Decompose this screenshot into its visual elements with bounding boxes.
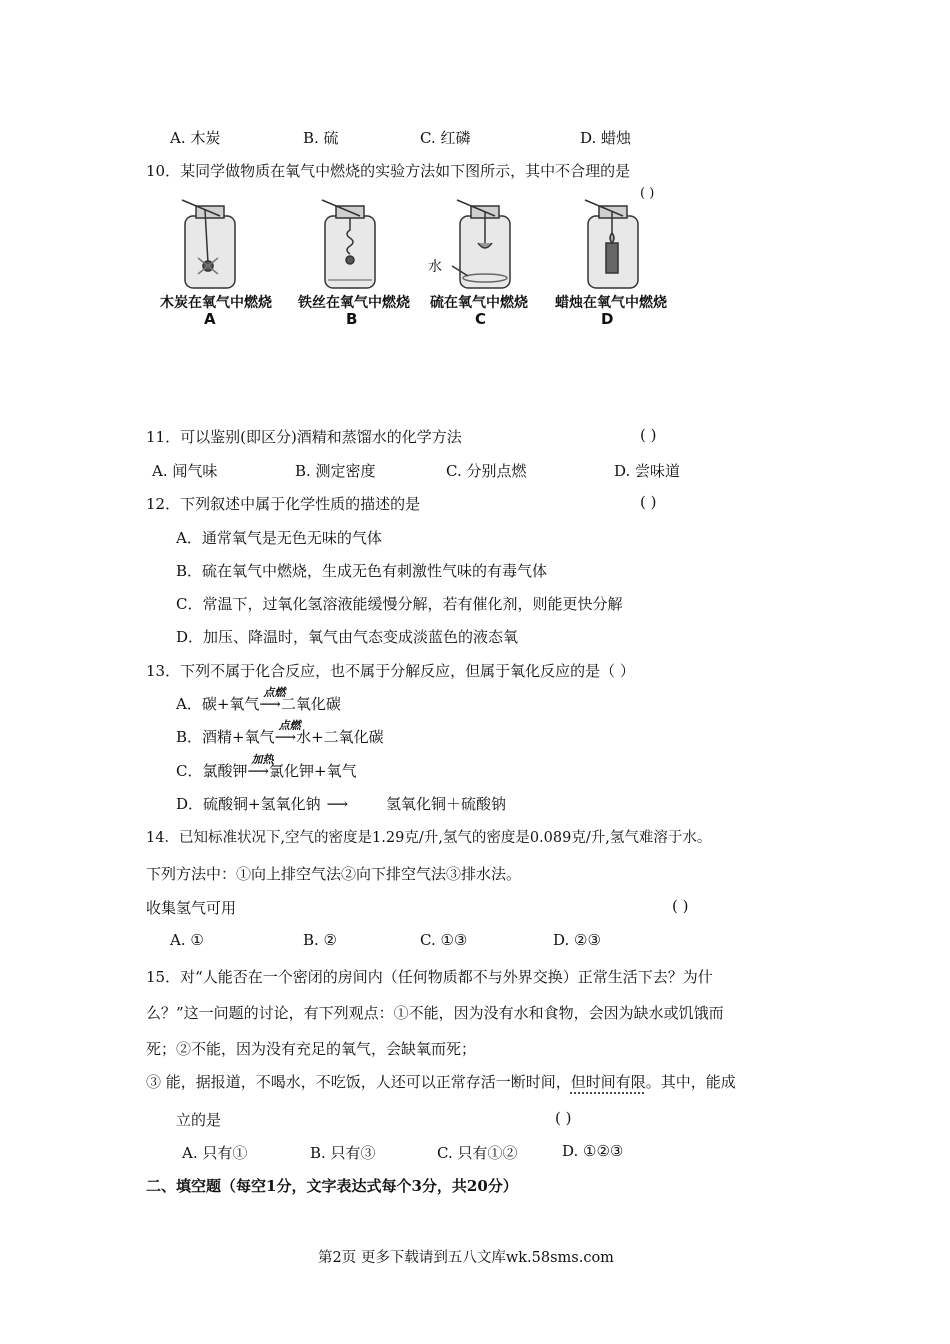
q12-option-a: A．通常氧气是无色无味的气体 <box>176 529 382 547</box>
q14-bracket: ( ) <box>672 897 689 915</box>
q13-b-products: 水+二氧化碳 <box>296 728 384 746</box>
q11-option-b: B. 测定密度 <box>295 462 376 480</box>
q14-option-a: A. ① <box>170 931 204 949</box>
caption-d: 蜡烛在氧气中燃烧 <box>555 295 667 311</box>
q14-option-b: B. ② <box>303 931 338 949</box>
q13-c-reactants: C．氯酸钾 <box>176 762 248 780</box>
q13-d-reactants: D．硫酸铜+氢氧化钠 <box>176 795 321 813</box>
q14-option-d: D. ②③ <box>553 931 601 949</box>
q13-b-condition: 点燃 <box>278 719 301 732</box>
q13-option-a <box>176 686 341 714</box>
q11-option-c: C. 分别点燃 <box>446 462 527 480</box>
q13-d-arrow: ⟶ <box>326 795 349 813</box>
q9-option-c: C. 红磷 <box>420 129 471 147</box>
caption-c: 硫在氧气中燃烧 <box>430 295 528 311</box>
q9-option-d: D. 蜡烛 <box>580 129 632 147</box>
section-2-heading: 二、填空题（每空1分，文字表达式每个3分，共20分） <box>146 1177 518 1195</box>
q11-stem: 11．可以鉴别(即区分)酒精和蒸馏水的化学方法 <box>146 428 462 446</box>
letter-a: A <box>204 310 216 328</box>
q9-option-b: B. 硫 <box>303 129 339 147</box>
jar-c <box>452 200 510 288</box>
q14-line3: 收集氢气可用 <box>146 899 237 917</box>
q13-b-reactants: B．酒精+氧气 <box>176 728 275 746</box>
q12-option-b: B．硫在氧气中燃烧，生成无色有刺激性气味的有毒气体 <box>176 562 548 580</box>
caption-b: 铁丝在氧气中燃烧 <box>298 295 410 311</box>
caption-a: 木炭在氧气中燃烧 <box>160 295 272 311</box>
q15-option-c: C. 只有①② <box>437 1144 518 1162</box>
q13-option-b <box>176 719 384 747</box>
q9-option-a: A. 木炭 <box>170 129 221 147</box>
q10-stem: 10．某同学做物质在氧气中燃烧的实验方法如下图所示，其中不合理的是 <box>146 162 631 180</box>
jar-d <box>585 200 638 288</box>
q12-bracket: ( ) <box>640 493 657 511</box>
q13-a-condition: 点燃 <box>263 686 286 699</box>
letter-b: B <box>346 310 358 328</box>
q14-line1: 14．已知标准状况下,空气的密度是1.29克/升,氢气的密度是0.089克/升,氢气难溶于水。 <box>146 830 712 846</box>
q15-line3: 死；②不能，因为没有充足的氧气，会缺氧而死； <box>146 1040 477 1058</box>
q14-line2: 下列方法中：①向上排空气法②向下排空气法③排水法。 <box>146 865 522 883</box>
jar-a <box>182 200 235 288</box>
q12-option-c: C．常温下，过氧化氢溶液能缓慢分解，若有催化剂，则能更快分解 <box>176 595 623 613</box>
water-label: 水 <box>428 259 442 275</box>
q15-option-b: B. 只有③ <box>310 1144 376 1162</box>
q15-line4-start: ③ 能，据报道，不喝水，不吃饭，人还可以正常存活一断时间， <box>146 1073 571 1091</box>
q15-line2: 么？”这一问题的讨论，有下列观点：①不能，因为没有水和食物，会因为缺水或饥饿而 <box>146 1004 724 1022</box>
q15-option-a: A. 只有① <box>182 1144 248 1162</box>
q13-c-arrow: 加热 ⟶ <box>247 753 274 780</box>
q14-option-c: C. ①③ <box>420 931 468 949</box>
jar-b <box>322 200 375 288</box>
q13-d-products: 氢氧化铜＋硫酸钠 <box>386 795 507 813</box>
q13-option-c <box>176 753 357 781</box>
q13-stem: 13．下列不属于化合反应，也不属于分解反应，但属于氧化反应的是（ ） <box>146 662 635 680</box>
q13-b-arrow: 点燃 ⟶ <box>274 719 301 746</box>
q15-line4-emphasis: 但时间有限 <box>570 1073 646 1091</box>
q13-a-reactants: A．碳+氧气 <box>176 695 260 713</box>
q13-c-condition: 加热 <box>251 753 274 766</box>
q15-option-d: D. ①②③ <box>562 1142 624 1160</box>
q10-figure <box>150 188 690 328</box>
q15-line4-end: 。其中，能成 <box>645 1073 736 1091</box>
q10-bracket: ( ) <box>640 186 655 201</box>
q12-option-d: D．加压、降温时，氧气由气态变成淡蓝色的液态氧 <box>176 628 519 646</box>
q11-option-d: D. 尝味道 <box>614 462 681 480</box>
q15-line1: 15．对“人能否在一个密闭的房间内（任何物质都不与外界交换）正常生活下去？为什 <box>146 968 713 986</box>
letter-c: C <box>475 310 487 328</box>
q13-a-arrow: 点燃 ⟶ <box>259 686 286 713</box>
page-footer: 第2页 更多下载请到五八文库wk.58sms.com <box>318 1250 614 1266</box>
q11-option-a: A. 闻气味 <box>152 462 218 480</box>
q13-a-products: 二氧化碳 <box>280 695 341 713</box>
q13-c-products: 氯化钾+氧气 <box>269 762 357 780</box>
q15-line4 <box>146 1071 736 1092</box>
q13-option-d <box>176 793 354 814</box>
q12-stem: 12．下列叙述中属于化学性质的描述的是 <box>146 495 421 513</box>
q15-line5: 立的是 <box>176 1111 222 1129</box>
q11-bracket: ( ) <box>640 426 657 444</box>
letter-d: D <box>601 310 614 328</box>
q15-bracket: ( ) <box>555 1109 572 1127</box>
